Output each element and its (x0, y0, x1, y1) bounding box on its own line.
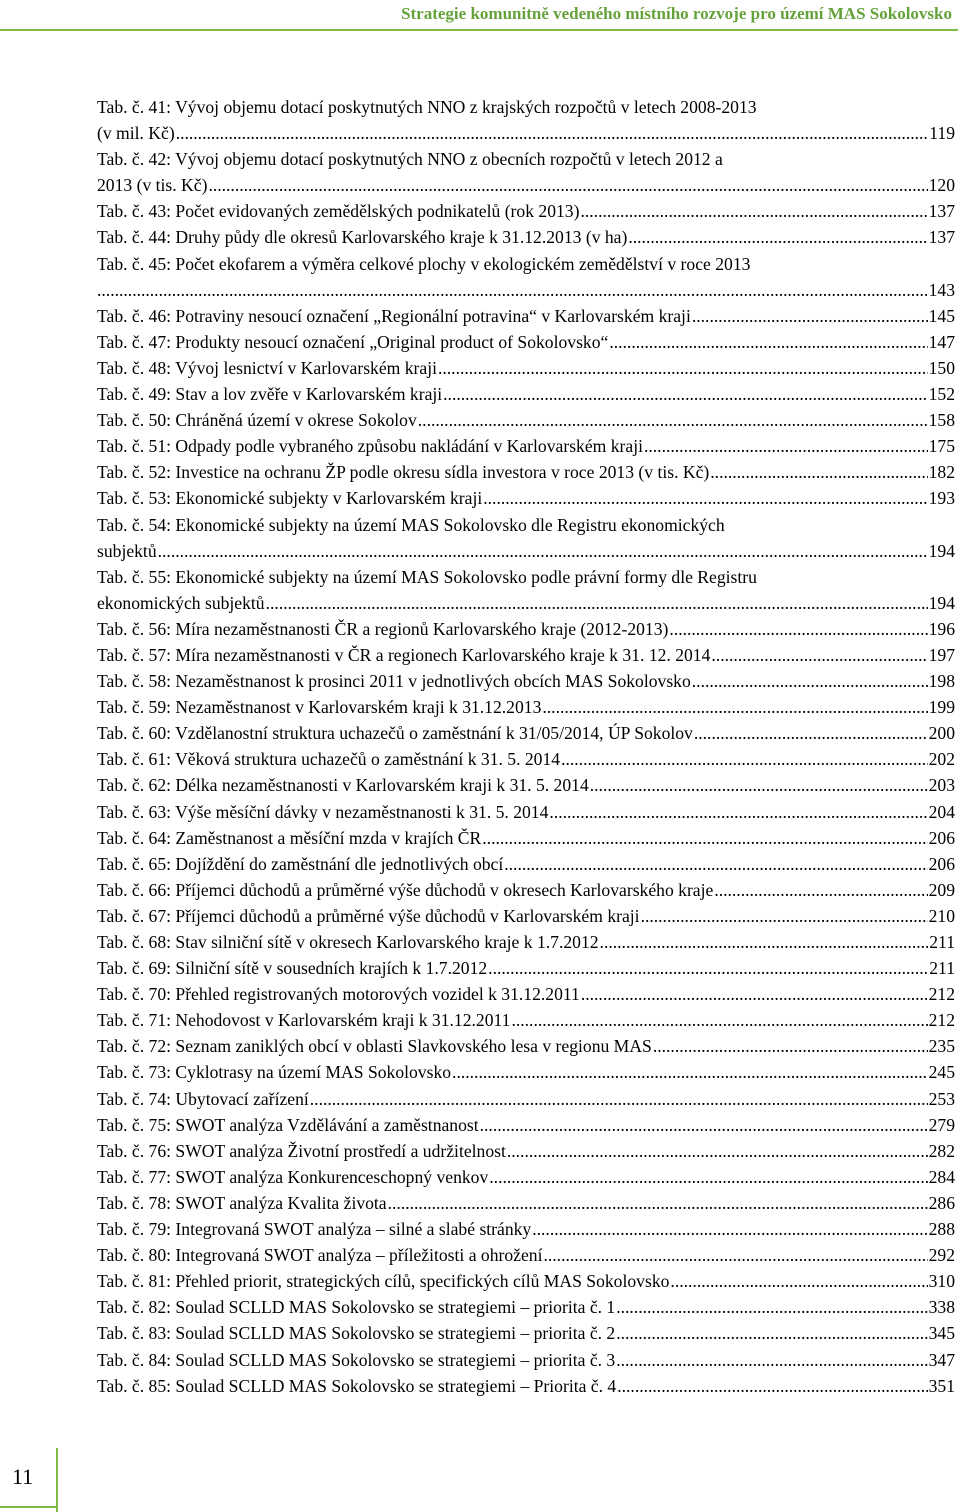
dot-leader (714, 877, 927, 903)
toc-entry-page: 152 (928, 384, 955, 405)
toc-entry[interactable] (97, 799, 955, 825)
toc-entry-page: 200 (928, 723, 955, 744)
toc-entry[interactable] (97, 146, 955, 198)
toc-entry[interactable] (97, 1373, 955, 1399)
dot-leader (482, 825, 927, 851)
toc-entry-page: 193 (928, 488, 955, 509)
toc-entry[interactable] (97, 329, 955, 355)
dot-leader (507, 1138, 928, 1164)
footer-horizontal-divider (0, 1506, 58, 1508)
toc-entry-page: 204 (928, 801, 955, 822)
toc-entry-page: 206 (928, 853, 955, 874)
header-divider (0, 29, 958, 31)
toc-entry[interactable] (97, 1347, 955, 1373)
dot-leader (176, 120, 929, 146)
dot-leader (692, 303, 928, 329)
toc-entry-label: Tab. č. 77: SWOT analýza Konkurenceschopný venkov (97, 1166, 489, 1187)
dot-leader (158, 538, 928, 564)
document-title: Strategie komunitně vedeného místního rozvoje pro území MAS Sokolovsko (401, 4, 952, 23)
toc-entry-label: Tab. č. 53: Ekonomické subjekty v Karlovarském kraji (97, 488, 483, 509)
toc-entry-label: Tab. č. 68: Stav silniční sítě v okresech Karlovarského kraje k 1.7.2012 (97, 932, 599, 952)
dot-leader (561, 746, 928, 772)
dot-leader (711, 642, 927, 668)
toc-entry[interactable] (97, 1190, 955, 1216)
toc-entry-page: 119 (929, 123, 955, 144)
toc-entry[interactable] (97, 720, 955, 746)
toc-entry-label: Tab. č. 80: Integrovaná SWOT analýza – příležitosti a ohrožení (97, 1245, 543, 1266)
toc-entry-page: 182 (928, 462, 955, 483)
toc-entry-label: Tab. č. 72: Seznam zaniklých obcí v oblasti Slavkovského lesa v regionu MAS (97, 1036, 652, 1057)
toc-entry-page: 206 (928, 827, 955, 848)
toc-entry-page: 175 (928, 436, 955, 457)
toc-entry-label: Tab. č. 44: Druhy půdy dle okresů Karlovarského kraje k 31.12.2013 (v ha) (97, 227, 628, 248)
toc-entry[interactable] (97, 616, 955, 642)
dot-leader (452, 1059, 928, 1085)
toc-entry-page: 194 (928, 592, 955, 613)
toc-entry-label-continuation: ekonomických subjektů (97, 592, 265, 613)
page-footer (0, 1448, 56, 1512)
toc-entry-label: Tab. č. 45: Počet ekofarem a výměra celkové plochy v ekologickém zemědělství v roce 2013 (97, 253, 751, 274)
toc-entry-page: 284 (928, 1166, 955, 1187)
toc-entry-page: 196 (928, 618, 955, 639)
toc-entry-page: 202 (928, 749, 955, 770)
dot-leader (388, 1190, 928, 1216)
toc-entry-label: Tab. č. 79: Integrovaná SWOT analýza – silné a slabé stránky (97, 1219, 532, 1240)
toc-entry-label: Tab. č. 60: Vzdělanostní struktura uchazečů o zaměstnání k 31/05/2014, ÚP Sokolov (97, 723, 693, 744)
toc-entry[interactable] (97, 459, 955, 485)
dot-leader (504, 851, 927, 877)
dot-leader (616, 1294, 927, 1320)
toc-entry-label: Tab. č. 81: Přehled priorit, strategických cílů, specifických cílů MAS Sokolovsko (97, 1271, 670, 1292)
toc-entry-label: Tab. č. 83: Soulad SCLLD MAS Sokolovsko se strategiemi – priorita č. 2 (97, 1323, 616, 1344)
toc-entry-label: Tab. č. 74: Ubytovací zařízení (97, 1088, 309, 1109)
toc-entry-page: 158 (928, 410, 955, 431)
toc-entry-page: 137 (928, 227, 955, 248)
dot-leader (653, 1033, 928, 1059)
toc-entry-page: 147 (928, 331, 955, 352)
toc-entry-label-continuation: 2013 (v tis. Kč) (97, 175, 208, 196)
toc-entry-page: 211 (929, 932, 955, 952)
dot-leader (310, 1086, 928, 1112)
toc-entry-label: Tab. č. 52: Investice na ochranu ŽP podle okresu sídla investora v roce 2013 (v tis. Kč) (97, 462, 710, 483)
dot-leader (628, 224, 927, 250)
dot-leader (616, 1347, 927, 1373)
toc-entry-label: Tab. č. 41: Vývoj objemu dotací poskytnutých NNO z krajských rozpočtů v letech 2008-2013 (97, 97, 757, 117)
toc-entry[interactable] (97, 1007, 955, 1033)
toc-entry-page: 286 (928, 1192, 955, 1213)
toc-entry-page: 137 (928, 201, 955, 222)
toc-entry-label-continuation: (v mil. Kč) (97, 123, 175, 144)
dot-leader (590, 772, 928, 798)
dot-leader (710, 459, 927, 485)
toc-entry[interactable] (97, 1059, 955, 1085)
toc-entry-page: 203 (928, 775, 955, 796)
toc-entry-page: 347 (928, 1349, 955, 1370)
dot-leader (692, 668, 928, 694)
toc-entry-label: Tab. č. 73: Cyklotrasy na území MAS Sokolovsko (97, 1062, 452, 1083)
toc-entry-label: Tab. č. 61: Věková struktura uchazečů o zaměstnání k 31. 5. 2014 (97, 749, 561, 770)
toc-entry[interactable] (97, 1086, 955, 1112)
toc-entry-label: Tab. č. 70: Přehled registrovaných motorových vozidel k 31.12.2011 (97, 984, 580, 1005)
toc-entry-label: Tab. č. 42: Vývoj objemu dotací poskytnutých NNO z obecních rozpočtů v letech 2012 a (97, 149, 723, 170)
toc-entry-label: Tab. č. 71: Nehodovost v Karlovarském kraji k 31.12.2011 (97, 1010, 511, 1031)
toc-entry[interactable] (97, 1216, 955, 1242)
toc-entry-label: Tab. č. 48: Vývoj lesnictví v Karlovarském kraji (97, 357, 437, 378)
toc-entry-page: 145 (928, 305, 955, 326)
toc-entry-page: 338 (928, 1297, 955, 1318)
dot-leader (418, 407, 928, 433)
dot-leader (488, 955, 928, 981)
toc-entry[interactable] (97, 198, 955, 224)
toc-entry[interactable] (97, 668, 955, 694)
dot-leader (580, 198, 927, 224)
dot-leader (532, 1216, 927, 1242)
toc-entry[interactable] (97, 1242, 955, 1268)
toc-entry-label: Tab. č. 46: Potraviny nesoucí označení „Regionální potravina“ v Karlovarském kraji (97, 305, 691, 326)
toc-entry-page: 143 (928, 279, 955, 300)
dot-leader (511, 1007, 927, 1033)
toc-entry-label: Tab. č. 49: Stav a lov zvěře v Karlovarském kraji (97, 384, 443, 405)
dot-leader (644, 433, 928, 459)
toc-entry-label: Tab. č. 51: Odpady podle vybraného způsobu nakládání v Karlovarském kraji (97, 436, 643, 457)
dot-leader (669, 616, 927, 642)
toc-entry[interactable] (97, 512, 955, 564)
toc-entry[interactable] (97, 94, 955, 146)
toc-entry[interactable] (97, 1033, 955, 1059)
toc-entry-label: Tab. č. 62: Délka nezaměstnanosti v Karlovarském kraji k 31. 5. 2014 (97, 775, 589, 796)
footer-vertical-divider (56, 1448, 58, 1512)
toc-entry[interactable] (97, 1138, 955, 1164)
dot-leader (617, 1373, 927, 1399)
toc-entry[interactable] (97, 433, 955, 459)
toc-entry-page: 198 (928, 671, 955, 692)
toc-entry-label: Tab. č. 66: Příjemci důchodů a průměrné výše důchodů v okresech Karlovarského kraje (97, 879, 714, 900)
toc-entry-label: Tab. č. 78: SWOT analýza Kvalita života (97, 1192, 387, 1213)
toc-entry-label: Tab. č. 59: Nezaměstnanost v Karlovarském kraji k 31.12.2013 (97, 697, 542, 718)
page-header (0, 0, 958, 28)
dot-leader (443, 381, 927, 407)
toc-entry-page: 351 (928, 1375, 955, 1396)
toc-entry-page: 150 (928, 357, 955, 378)
toc-entry[interactable] (97, 877, 955, 903)
toc-entry-label: Tab. č. 82: Soulad SCLLD MAS Sokolovsko se strategiemi – priorita č. 1 (97, 1297, 616, 1318)
toc-entry-label: Tab. č. 63: Výše měsíční dávky v nezaměstnanosti k 31. 5. 2014 (97, 801, 549, 822)
toc-entry-label: Tab. č. 54: Ekonomické subjekty na území MAS Sokolovsko dle Registru ekonomických (97, 514, 725, 535)
toc-entry[interactable] (97, 694, 955, 720)
dot-leader (438, 355, 928, 381)
toc-entry[interactable] (97, 381, 955, 407)
toc-entry-label: Tab. č. 50: Chráněná území v okrese Sokolov (97, 410, 417, 431)
toc-entry-page: 209 (928, 879, 955, 900)
dot-leader (641, 903, 928, 929)
dot-leader (266, 590, 928, 616)
toc-entry-label: Tab. č. 76: SWOT analýza Životní prostředí a udržitelnost (97, 1140, 506, 1161)
toc-entry-page: 292 (928, 1245, 955, 1266)
toc-entry-page: 212 (928, 1010, 955, 1031)
toc-entry[interactable] (97, 407, 955, 433)
toc-entry-page: 310 (928, 1271, 955, 1292)
toc-entry-page: 211 (929, 958, 955, 979)
toc-entry-page: 279 (928, 1114, 955, 1135)
toc-entry-label: Tab. č. 57: Míra nezaměstnanosti v ČR a regionech Karlovarského kraje k 31. 12. 2014 (97, 644, 711, 665)
toc-entry[interactable] (97, 929, 955, 955)
toc-entry-page: 199 (928, 697, 955, 718)
toc-entry-page: 235 (928, 1036, 955, 1057)
dot-leader (97, 277, 928, 303)
toc-entry-label: Tab. č. 69: Silniční sítě v sousedních krajích k 1.7.2012 (97, 958, 488, 979)
toc-entry[interactable] (97, 224, 955, 250)
toc-entry-page: 245 (928, 1062, 955, 1083)
toc-entry[interactable] (97, 1164, 955, 1190)
dot-leader (581, 981, 928, 1007)
toc-entry-label: Tab. č. 85: Soulad SCLLD MAS Sokolovsko se strategiemi – Priorita č. 4 (97, 1375, 617, 1396)
toc-entry-label: Tab. č. 47: Produkty nesoucí označení „Original product of Sokolovsko“ (97, 331, 609, 352)
toc-entry-page: 194 (928, 540, 955, 561)
toc-entry-label: Tab. č. 58: Nezaměstnanost k prosinci 2011 v jednotlivých obcích MAS Sokolovsko (97, 671, 691, 692)
toc-entry[interactable] (97, 1320, 955, 1346)
toc-entry-label: Tab. č. 55: Ekonomické subjekty na území MAS Sokolovsko podle právní formy dle Registru (97, 566, 757, 587)
dot-leader (208, 172, 927, 198)
dot-leader (694, 720, 928, 746)
toc-entry[interactable] (97, 955, 955, 981)
toc-entry[interactable] (97, 251, 955, 303)
dot-leader (542, 694, 927, 720)
toc-entry-page: 120 (928, 175, 955, 196)
toc-entry[interactable] (97, 303, 955, 329)
toc-entry-page: 288 (928, 1219, 955, 1240)
toc-entry-label: Tab. č. 75: SWOT analýza Vzdělávání a zaměstnanost (97, 1114, 479, 1135)
toc-entry-label: Tab. č. 64: Zaměstnanost a měsíční mzda v krajích ČR (97, 827, 482, 848)
dot-leader (480, 1112, 928, 1138)
dot-leader (483, 485, 927, 511)
dot-leader (670, 1268, 927, 1294)
toc-entry[interactable] (97, 1112, 955, 1138)
page-number: 11 (12, 1464, 34, 1489)
toc-entry-label: Tab. č. 43: Počet evidovaných zemědělských podnikatelů (rok 2013) (97, 201, 580, 222)
toc-entry-label: Tab. č. 65: Dojíždění do zaměstnání dle jednotlivých obcí (97, 853, 504, 874)
toc-entry-label: Tab. č. 84: Soulad SCLLD MAS Sokolovsko se strategiemi – priorita č. 3 (97, 1349, 616, 1370)
toc-entry-page: 210 (928, 905, 955, 926)
dot-leader (543, 1242, 927, 1268)
toc-entry-page: 197 (928, 644, 955, 665)
toc-entry[interactable] (97, 851, 955, 877)
toc-entry-page: 282 (928, 1140, 955, 1161)
toc-entry[interactable] (97, 355, 955, 381)
toc-entry[interactable] (97, 485, 955, 511)
dot-leader (609, 329, 927, 355)
dot-leader (600, 929, 929, 955)
toc-entry[interactable] (97, 1294, 955, 1320)
toc-entry[interactable] (97, 1268, 955, 1294)
toc-entry[interactable] (97, 825, 955, 851)
toc-entry-page: 212 (928, 984, 955, 1005)
toc-entry[interactable] (97, 772, 955, 798)
dot-leader (616, 1320, 927, 1346)
toc-entry-label-continuation: subjektů (97, 540, 157, 561)
toc-entry[interactable] (97, 642, 955, 668)
toc-entry-label: Tab. č. 67: Příjemci důchodů a průměrné výše důchodů v Karlovarském kraji (97, 905, 640, 926)
toc-entry[interactable] (97, 746, 955, 772)
table-of-contents (97, 94, 955, 1399)
toc-entry[interactable] (97, 981, 955, 1007)
toc-entry[interactable] (97, 564, 955, 616)
dot-leader (549, 799, 927, 825)
toc-entry-page: 345 (928, 1323, 955, 1344)
toc-entry-label: Tab. č. 56: Míra nezaměstnanosti ČR a regionů Karlovarského kraje (2012-2013) (97, 618, 669, 639)
toc-entry[interactable] (97, 903, 955, 929)
toc-entry-page: 253 (928, 1088, 955, 1109)
dot-leader (489, 1164, 927, 1190)
